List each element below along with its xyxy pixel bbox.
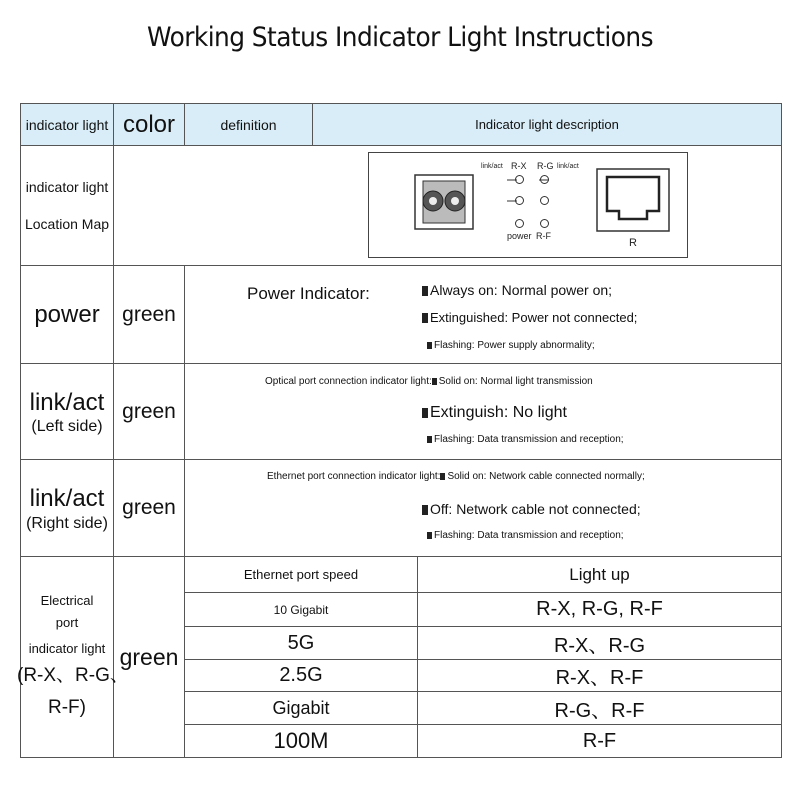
linkact-left-line-1-text: Solid on: Normal light transmission — [438, 376, 593, 387]
electrical-name-line5: R-F) — [48, 697, 86, 719]
power-line-1-text: Always on: Normal power on; — [430, 282, 613, 298]
led-rf — [540, 219, 549, 228]
led-rx — [515, 175, 524, 184]
diagram-label-rg: R-G — [537, 161, 554, 171]
linkact-right-row — [21, 460, 782, 557]
power-definition: Power Indicator: — [247, 284, 370, 303]
diagram-label-power: power — [507, 231, 532, 241]
linkact-left-row-name — [21, 364, 114, 460]
linkact-left-row-description — [185, 364, 782, 460]
linkact-right-line-3 — [427, 530, 624, 541]
electrical-name-line1: Electrical — [40, 592, 94, 608]
linkact-left-row-color: green — [114, 364, 185, 460]
linkact-right-sub: (Right side) — [26, 514, 108, 532]
linkact-right-line-3-text: Flashing: Data transmission and reception; — [434, 530, 624, 541]
linkact-left-sub: (Left side) — [31, 418, 103, 436]
lights-cell-1: R-X, R-G, R-F — [418, 593, 782, 627]
power-line-1 — [422, 282, 612, 298]
bullet-icon — [427, 532, 432, 539]
header-row — [21, 104, 782, 146]
lights-cell-2: R-X、R-G — [418, 627, 782, 660]
location-map-label-line2: Location Map — [24, 215, 110, 232]
linkact-right-definition-text: Ethernet port connection indicator light: — [267, 471, 441, 482]
electrical-header-row — [21, 557, 782, 593]
electrical-row-name — [17, 557, 129, 758]
led-linkact-right — [540, 196, 549, 205]
speed-cell-4: Gigabit — [185, 692, 418, 725]
bullet-icon — [427, 342, 432, 349]
bullet-icon — [422, 313, 428, 323]
header-definition: definition — [185, 104, 313, 146]
linkact-left-row — [21, 364, 782, 460]
speed-cell-1: 10 Gigabit — [185, 593, 418, 627]
header-indicator-light: indicator light — [21, 104, 114, 146]
bullet-icon — [427, 436, 432, 443]
led-linkact-left — [515, 196, 524, 205]
bullet-icon — [422, 286, 428, 296]
bullet-icon — [432, 378, 437, 385]
power-line-3-text: Flashing: Power supply abnormality; — [434, 340, 595, 351]
diagram-label-rf: R-F — [536, 231, 551, 241]
device-diagram — [368, 152, 688, 258]
power-line-2-text: Extinguished: Power not connected; — [430, 310, 638, 325]
location-map-label — [21, 146, 114, 266]
electrical-row-color: green — [114, 557, 185, 758]
power-line-2 — [422, 309, 637, 325]
bullet-icon — [422, 408, 428, 418]
speed-cell-2: 5G — [185, 627, 418, 660]
linkact-right-row-description — [185, 460, 782, 557]
linkact-right-definition — [267, 471, 645, 482]
bullet-icon — [440, 473, 445, 480]
bullet-icon — [422, 505, 428, 515]
linkact-left-line-2 — [422, 404, 567, 422]
linkact-left-line-3 — [427, 434, 624, 445]
electrical-name-line4: (R-X、R-G、 — [17, 664, 129, 686]
light-header: Light up — [418, 557, 782, 593]
location-map-row — [21, 146, 782, 266]
electrical-name-line3: indicator light — [28, 640, 106, 656]
linkact-right-line-2-text: Off: Network cable not connected; — [430, 501, 641, 517]
linkact-right-name: link/act — [29, 485, 105, 513]
speed-cell-5: 100M — [185, 725, 418, 758]
led-power — [515, 219, 524, 228]
location-map-cell — [114, 146, 782, 266]
diagram-label-port: R — [629, 237, 637, 249]
header-color: color — [114, 104, 185, 146]
device-diagram-graphic — [369, 153, 687, 257]
linkact-left-name: link/act — [29, 388, 105, 416]
linkact-right-line-1-text: Solid on: Network cable connected normally; — [447, 471, 645, 482]
power-row-color: green — [114, 266, 185, 364]
lights-cell-4: R-G、R-F — [418, 692, 782, 725]
speed-cell-3: 2.5G — [185, 660, 418, 692]
diagram-label-linkact-right: link/act — [557, 163, 579, 170]
power-row-description — [185, 266, 782, 364]
header-description: Indicator light description — [313, 104, 782, 146]
power-line-3 — [427, 340, 595, 351]
linkact-left-definition — [265, 376, 593, 387]
speed-header: Ethernet port speed — [185, 557, 418, 593]
linkact-right-row-name — [21, 460, 114, 557]
diagram-label-rx: R-X — [511, 161, 527, 171]
location-map-label-line1: indicator light — [25, 179, 109, 196]
linkact-right-row-color: green — [114, 460, 185, 557]
linkact-left-line-2-text: Extinguish: No light — [430, 404, 567, 421]
page-title: Working Status Indicator Light Instructions — [147, 22, 653, 53]
linkact-left-definition-text: Optical port connection indicator light: — [265, 376, 432, 387]
lights-cell-3: R-X、R-F — [418, 660, 782, 692]
diagram-label-linkact-left: link/act — [481, 163, 503, 170]
power-row — [21, 266, 782, 364]
linkact-right-line-2 — [422, 501, 641, 517]
electrical-name-line2: port — [55, 614, 79, 630]
lights-cell-5: R-F — [418, 725, 782, 758]
led-rg — [540, 175, 549, 184]
linkact-left-line-3-text: Flashing: Data transmission and reception; — [434, 434, 624, 445]
indicator-table — [17, 103, 782, 758]
power-row-name: power — [21, 266, 114, 364]
